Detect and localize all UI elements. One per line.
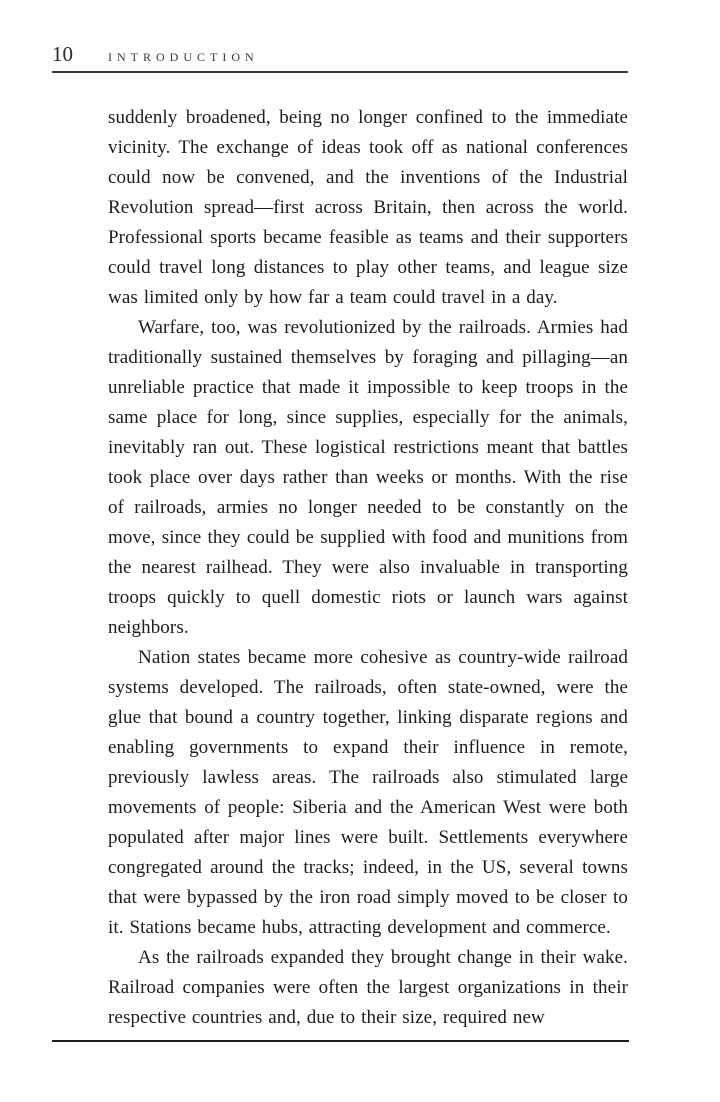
body-paragraph: As the railroads expanded they brought change in their wake. Railroad companies were often the largest organizations in their respective countries and, due to their size, required new — [108, 947, 628, 1028]
footer-divider — [52, 1040, 629, 1042]
body-paragraph: suddenly broadened, being no longer confined to the immediate vicinity. The exchange of ideas took off as national conferences could now be convened, and the inventions of the Industrial Revolution spread—first across Britain, then across the world. Professional sports became feasible as teams and their supporters could travel long distances to play other teams, and league size was limited only by how far a team could travel in a day. — [108, 107, 628, 308]
page-number: 10 — [52, 42, 73, 66]
body-paragraph: Nation states became more cohesive as country-wide railroad systems developed. The railroads, often state-owned, were the glue that bound a country together, linking disparate regions and enabling governments to expand their influence in remote, previously lawless areas. The railroads also stimulated large movements of people: Siberia and the American West were both populated after major lines were built. Settlements everywhere congregated around the tracks; indeed, in the US, several towns that were bypassed by the iron road simply moved to be closer to it. Stations became hubs, attracting development and commerce. — [108, 647, 628, 938]
running-header — [52, 42, 628, 64]
body-text-block — [108, 103, 628, 1033]
running-head-title: INTRODUCTION — [108, 50, 259, 64]
header-divider — [52, 71, 628, 73]
body-paragraph: Warfare, too, was revolutionized by the railroads. Armies had traditionally sustained themselves by foraging and pillaging—an unreliable practice that made it impossible to keep troops in the same place for long, since supplies, especially for the animals, inevitably ran out. These logistical restrictions meant that battles took place over days rather than weeks or months. With the rise of railroads, armies no longer needed to be constantly on the move, since they could be supplied with food and munitions from the nearest railhead. They were also invaluable in transporting troops quickly to quell domestic riots or launch wars against neighbors. — [108, 317, 628, 638]
